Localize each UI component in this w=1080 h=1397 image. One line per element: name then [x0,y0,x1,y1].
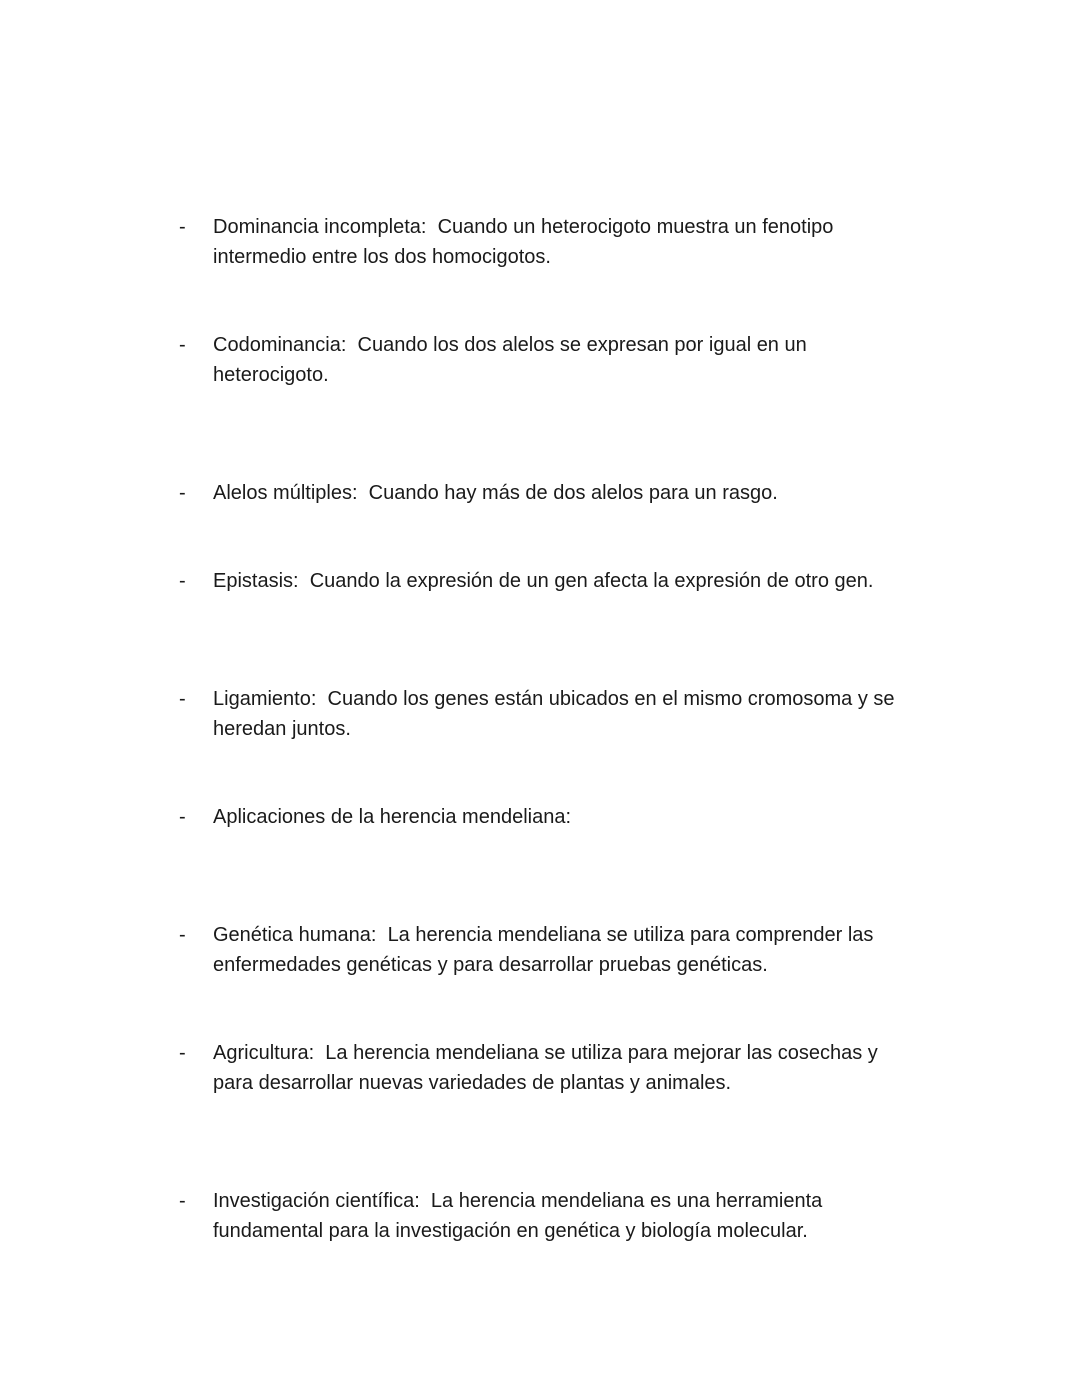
list-item-epistasis [179,566,939,596]
list-item-codominancia [179,330,939,390]
list-item-text [213,478,933,508]
term-label: Epistasis: [213,570,299,592]
list-item-investigacion-cientifica [179,1186,939,1246]
bullet-dash: - [179,482,186,504]
term-label: Genética humana: [213,924,377,946]
definition-text: Cuando la expresión de un gen afecta la expresión de otro gen. [309,570,874,592]
bullet-dash: - [179,570,186,592]
definition-text: La herencia mendeliana se utiliza para comprender las enfermedades genéticas y para desarrollar pruebas genéticas. [213,924,874,976]
term-label: Dominancia incompleta: [213,216,427,238]
definition-text: Cuando hay más de dos alelos para un rasgo. [368,482,778,504]
bullet-dash: - [179,216,186,238]
list-item-text [213,330,833,390]
bullet-dash: - [179,1042,186,1064]
list-item-genetica-humana [179,920,939,980]
term-label: Aplicaciones de la herencia mendeliana: [213,806,572,828]
list-item-text [213,566,933,596]
definition-text: La herencia mendeliana se utiliza para mejorar las cosechas y para desarrollar nuevas variedades de plantas y animales. [213,1042,878,1094]
definition-text: Cuando los genes están ubicados en el mismo cromosoma y se heredan juntos. [213,688,895,740]
list-item-text [213,802,933,832]
list-item-text [213,1038,908,1098]
term-label: Agricultura: [213,1042,315,1064]
bullet-dash: - [179,924,186,946]
term-label: Investigación científica: [213,1190,420,1212]
definition-text: Cuando los dos alelos se expresan por igual en un heterocigoto. [213,334,807,386]
list-item-text [213,212,873,272]
list-item-text [213,1186,863,1246]
bullet-dash: - [179,1190,186,1212]
list-item-text [213,684,925,744]
term-label: Codominancia: [213,334,347,356]
list-item-dominancia-incompleta [179,212,939,272]
list-item-alelos-multiples [179,478,939,508]
list-item-agricultura [179,1038,939,1098]
bullet-dash: - [179,688,186,710]
definition-text: Cuando un heterocigoto muestra un fenotipo intermedio entre los dos homocigotos. [213,216,834,268]
bullet-dash: - [179,334,186,356]
list-item-ligamiento [179,684,939,744]
list-item-aplicaciones [179,802,939,832]
list-item-text [213,920,903,980]
term-label: Alelos múltiples: [213,482,358,504]
term-label: Ligamiento: [213,688,317,710]
bullet-dash: - [179,806,186,828]
definition-text: La herencia mendeliana es una herramienta fundamental para la investigación en genética y biología molecular. [213,1190,823,1242]
